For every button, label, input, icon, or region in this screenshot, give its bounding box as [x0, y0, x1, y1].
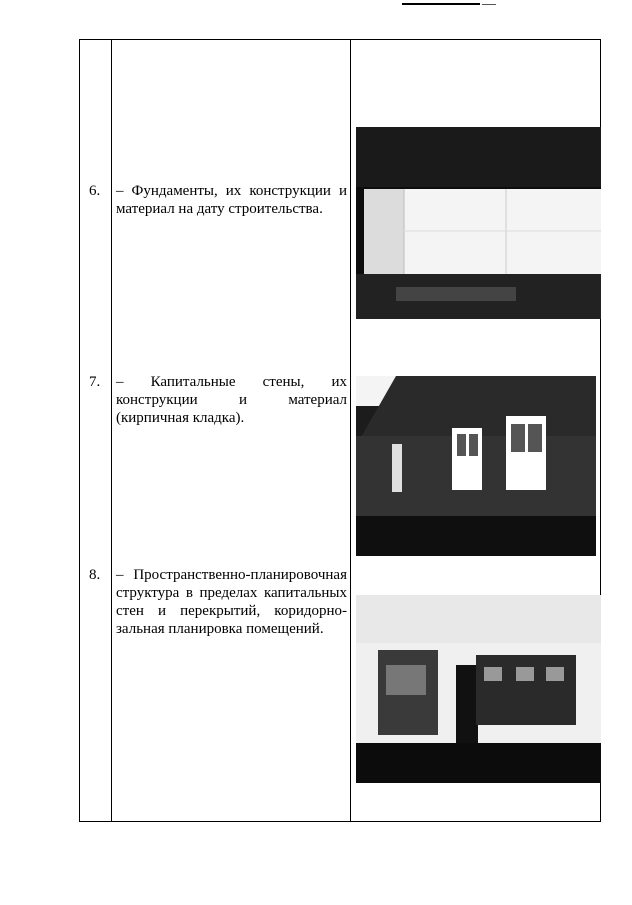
header-rule-tail — [482, 4, 496, 5]
description-line: зальная планировка помещений. — [116, 621, 324, 637]
brick-wall-photo — [356, 376, 596, 556]
description-line: материал на дату строительства. — [116, 201, 323, 217]
column-divider-number — [111, 40, 112, 821]
document-table — [79, 39, 601, 822]
description-line: структура в пределах капитальных — [116, 585, 347, 601]
header-rule — [402, 3, 480, 5]
description-line: конструкции и материал — [116, 392, 347, 408]
description-line: (кирпичная кладка). — [116, 410, 245, 426]
row-number: 8. — [89, 567, 101, 583]
row-number: 6. — [89, 183, 101, 199]
description-line: – Пространственно-планировочная — [116, 567, 347, 583]
row-description — [116, 373, 347, 427]
foundation-photo — [356, 127, 601, 319]
description-line: стен и перекрытий, коридорно- — [116, 603, 347, 619]
interior-hall-photo — [356, 595, 601, 783]
description-line: – Фундаменты, их конструкции и — [116, 183, 347, 199]
column-divider-photo — [350, 40, 351, 821]
row-description — [116, 566, 347, 638]
description-line: – Капитальные стены, их — [116, 374, 347, 390]
row-description — [116, 182, 347, 218]
row-number: 7. — [89, 374, 101, 390]
